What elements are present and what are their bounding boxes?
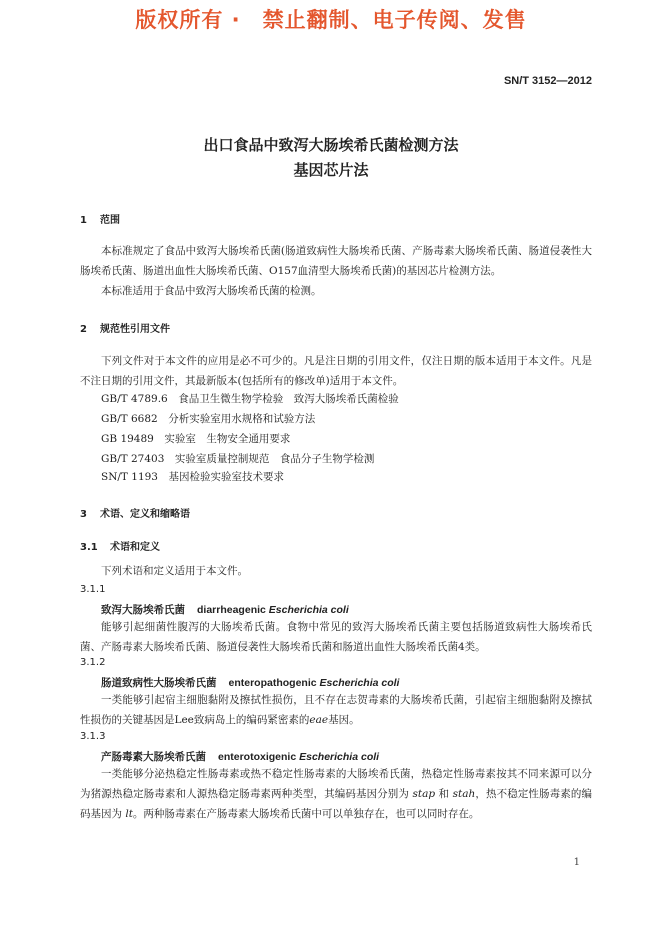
- section-title: 范围: [100, 215, 120, 226]
- copyright-watermark: 版权所有 · 禁止翻制、电子传阅、发售: [135, 8, 527, 32]
- reference-code: GB/T 6682: [101, 413, 158, 425]
- reference-name: 食品卫生微生物学检验 致泻大肠埃希氏菌检验: [178, 393, 399, 405]
- subsection-3-1-heading: [80, 538, 160, 553]
- term-chinese: 产肠毒素大肠埃希氏菌: [101, 751, 206, 763]
- reference-name: 分析实验室用水规格和试验方法: [168, 413, 316, 425]
- term-heading: [101, 602, 349, 617]
- subsection-title: 术语和定义: [110, 542, 160, 553]
- term-heading: [101, 749, 379, 764]
- document-title: 出口食品中致泻大肠埃希氏菌检测方法: [203, 136, 459, 154]
- term-chinese: 致泻大肠埃希氏菌: [101, 604, 185, 616]
- term-definition: 一类能够分泌热稳定性肠毒素或热不稳定性肠毒素的大肠埃希氏菌，热稳定性肠毒素按其不同来源可以分为猪源热稳定肠毒素和人源热稳定肠毒素两种类型，其编码基因分别为 stap 和 stah，热不稳定性肠毒素的编码基因为 lt。两种肠毒素在产肠毒素大肠埃希氏菌中可以单独存在，也可以同时存在。: [80, 768, 593, 820]
- term-heading: [101, 675, 399, 690]
- subsection-number: 3.1: [80, 542, 98, 553]
- term-number: 3.1.2: [80, 657, 106, 668]
- term-number: 3.1.3: [80, 731, 106, 742]
- reference-item: [101, 449, 374, 469]
- reference-item: [101, 467, 284, 487]
- page-number: 1: [573, 857, 580, 868]
- section-number: 1: [80, 215, 87, 226]
- reference-item: [101, 389, 399, 409]
- section-2-heading: [80, 320, 170, 335]
- reference-code: GB/T 4789.6: [101, 393, 168, 405]
- reference-item: [101, 409, 315, 429]
- term-english: diarrheagenic Escherichia coli: [197, 604, 349, 616]
- term-number: 3.1.1: [80, 584, 106, 595]
- term-definition: 一类能够引起宿主细胞黏附及擦拭性损伤，且不存在志贺毒素的大肠埃希氏菌，引起宿主细胞黏附及擦拭性损伤的关键基因是Lee致病岛上的编码紧密素的eae基因。: [80, 694, 592, 726]
- document-subtitle: 基因芯片法: [293, 161, 369, 179]
- section-2-paragraph: 下列文件对于本文件的应用是必不可少的。凡是注日期的引用文件，仅注日期的版本适用于本文件。凡是不注日期的引用文件，其最新版本(包括所有的修改单)适用于本文件。: [80, 355, 592, 387]
- subsection-intro: 下列术语和定义适用于本文件。: [101, 565, 248, 577]
- reference-code: SN/T 1193: [101, 471, 158, 483]
- section-1-heading: [80, 211, 120, 226]
- section-1-paragraph-1: 本标准规定了食品中致泻大肠埃希氏菌(肠道致病性大肠埃希氏菌、产肠毒素大肠埃希氏菌、肠道侵袭性大肠埃希氏菌、肠道出血性大肠埃希氏菌、O157血清型大肠埃希氏菌)的基因芯片检测方法。: [80, 245, 592, 277]
- term-english: enterotoxigenic Escherichia coli: [218, 751, 380, 763]
- section-title: 规范性引用文件: [100, 324, 170, 335]
- section-number: 2: [80, 324, 87, 335]
- reference-code: GB 19489: [101, 433, 154, 445]
- section-1-paragraph-2: 本标准适用于食品中致泻大肠埃希氏菌的检测。: [101, 285, 322, 297]
- reference-name: 实验室 生物安全通用要求: [164, 433, 291, 445]
- term-definition: 能够引起细菌性腹泻的大肠埃希氏菌。食物中常见的致泻大肠埃希氏菌主要包括肠道致病性大肠埃希氏菌、产肠毒素大肠埃希氏菌、肠道侵袭性大肠埃希氏菌和肠道出血性大肠埃希氏菌4类。: [80, 621, 592, 653]
- section-number: 3: [80, 509, 87, 520]
- reference-code: GB/T 27403: [101, 453, 165, 465]
- term-english: enteropathogenic Escherichia coli: [228, 677, 400, 689]
- section-title: 术语、定义和缩略语: [100, 509, 190, 520]
- reference-name: 基因检验实验室技术要求: [168, 471, 284, 483]
- reference-name: 实验室质量控制规范 食品分子生物学检测: [174, 453, 375, 465]
- standard-number: SN/T 3152—2012: [503, 75, 592, 87]
- reference-item: [101, 429, 290, 449]
- term-chinese: 肠道致病性大肠埃希氏菌: [101, 677, 217, 689]
- section-3-heading: [80, 505, 190, 520]
